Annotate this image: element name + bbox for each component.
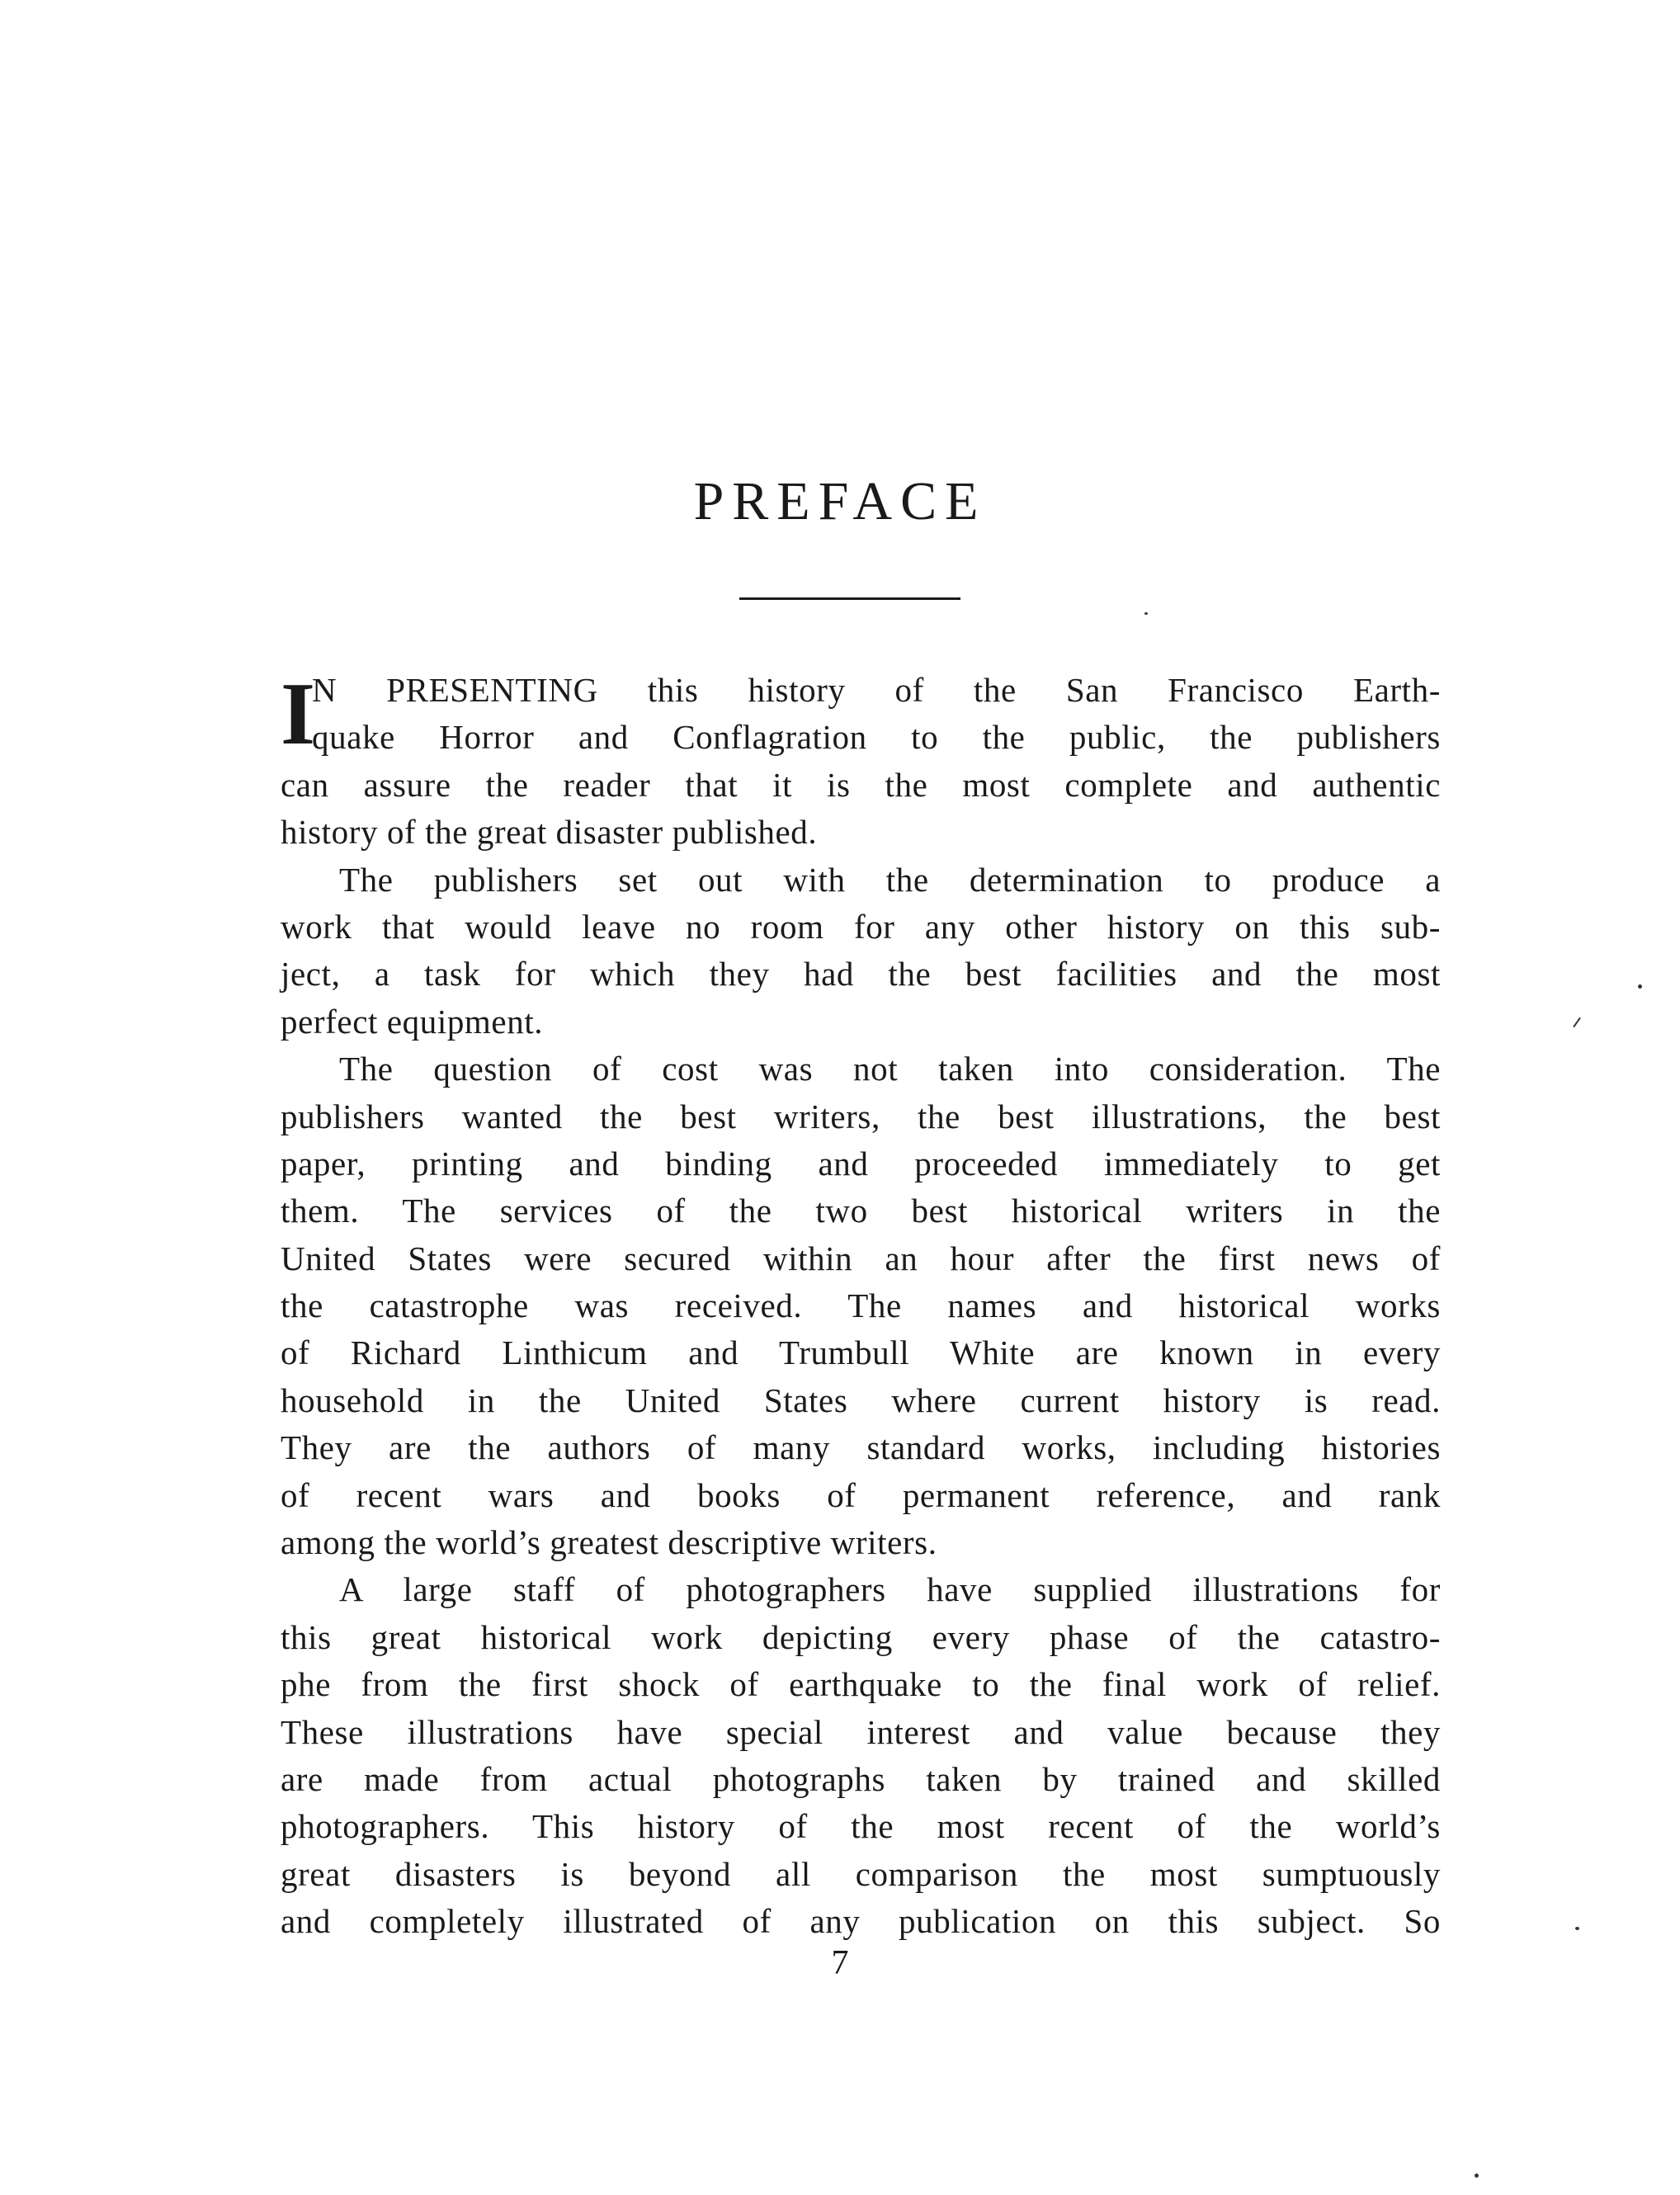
text-line: paper, printing and binding and proceeded immediately to get [281, 1144, 1441, 1182]
text-line: publishers wanted the best writers, the best illustrations, the best [281, 1097, 1441, 1135]
scan-speck [1638, 984, 1642, 989]
text-line: These illustrations have special interest and value because they [281, 1712, 1441, 1751]
scan-speck [1573, 1017, 1581, 1028]
text-line: perfect equipment. [281, 1002, 544, 1041]
text-line: ject, a task for which they had the best facilities and the most [281, 955, 1441, 994]
text-line: among the world’s greatest descriptive writers. [281, 1523, 937, 1562]
text-line: this great historical work depicting every phase of the catastro- [281, 1617, 1441, 1656]
text-line: The question of cost was not taken into consideration. The [339, 1050, 1441, 1088]
text-line: quake Horror and Conflagration to the public, the publishers [312, 718, 1441, 757]
text-line: A large staff of photographers have supplied illustrations for [339, 1570, 1441, 1609]
text-line: phe from the first shock of earthquake to the final work of relief. [281, 1665, 1441, 1704]
text-line: The publishers set out with the determination to produce a [339, 860, 1441, 899]
drop-cap: I [281, 665, 316, 763]
text-line: can assure the reader that it is the most complete and authentic [281, 765, 1441, 804]
text-line: household in the United States where current history is read. [281, 1381, 1441, 1419]
scan-speck [1475, 2174, 1479, 2178]
text-line: work that would leave no room for any other history on this sub- [281, 907, 1441, 946]
page-number: 7 [831, 1944, 849, 1982]
text-line: are made from actual photographs taken by trained and skilled [281, 1759, 1441, 1798]
text-line: They are the authors of many standard works, including histories [281, 1428, 1441, 1467]
scan-speck [1575, 1927, 1579, 1930]
text-line: photographers. This history of the most recent of the world’s [281, 1807, 1441, 1846]
scan-speck [1144, 612, 1148, 615]
text-lines [281, 667, 1441, 1946]
text-line: the catastrophe was received. The names and historical works [281, 1286, 1441, 1325]
preface-body [281, 667, 1441, 1946]
text-line: United States were secured within an hour after the first news of [281, 1239, 1441, 1277]
text-line: N PRESENTING this history of the San Francisco Earth- [312, 671, 1441, 709]
page-title: PREFACE [693, 471, 987, 531]
text-line: great disasters is beyond all comparison the most sumptuously [281, 1854, 1441, 1893]
text-line: of recent wars and books of permanent reference, and rank [281, 1475, 1441, 1514]
title-divider [739, 597, 960, 600]
text-line: of Richard Linthicum and Trumbull White are known in every [281, 1334, 1441, 1372]
text-line: them. The services of the two best historical writers in the [281, 1192, 1441, 1230]
text-line: history of the great disaster published. [281, 813, 818, 852]
text-line: and completely illustrated of any publication on this subject. So [281, 1902, 1441, 1941]
